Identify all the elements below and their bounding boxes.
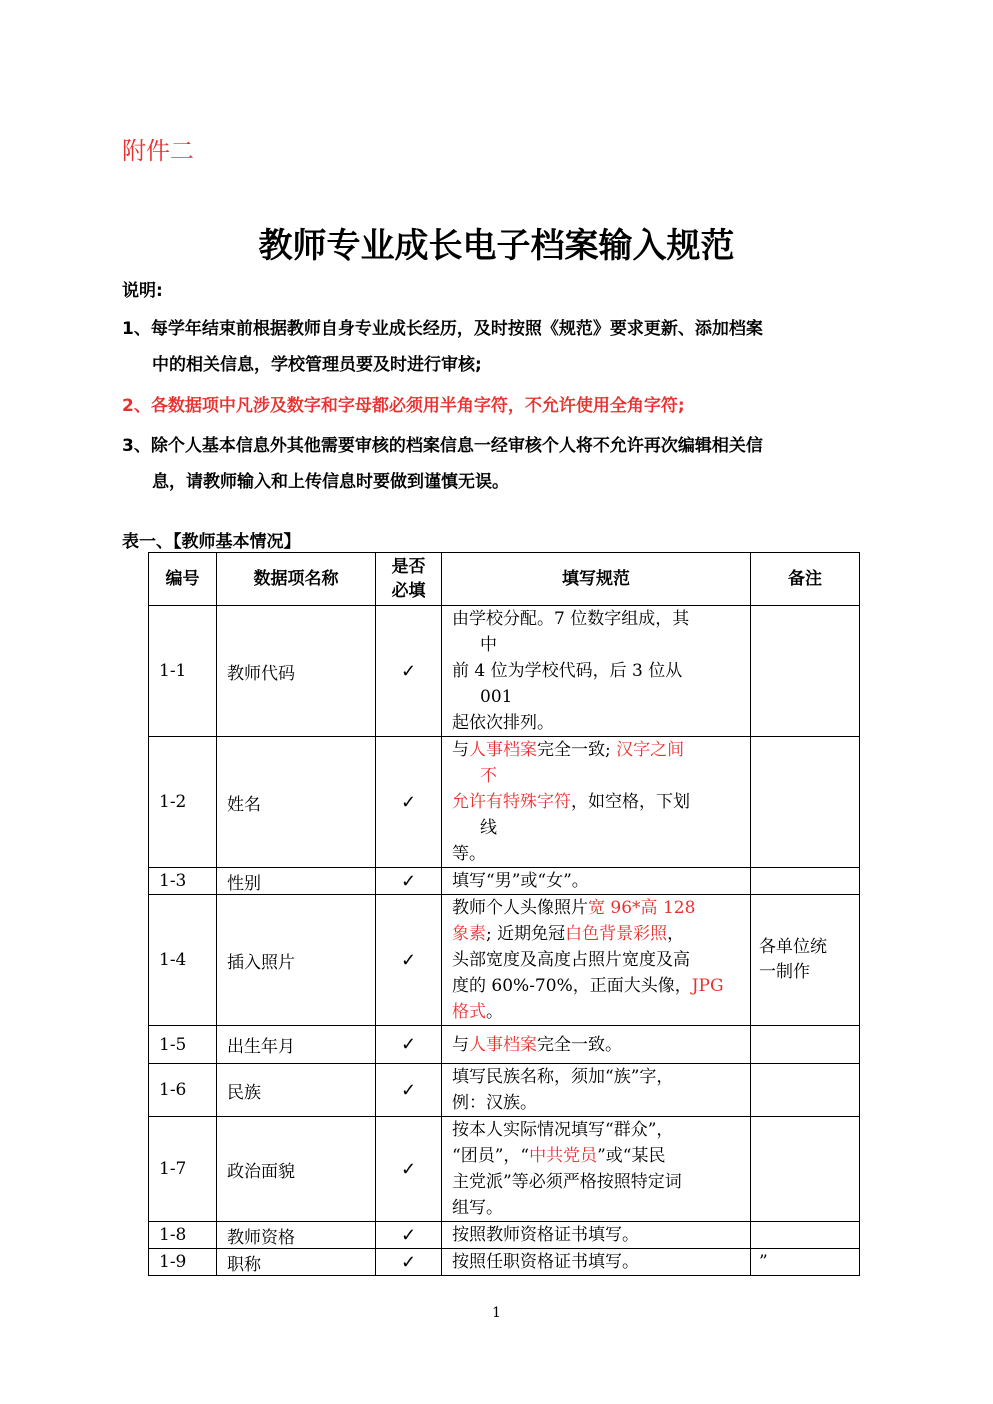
required-check-icon: ✓ — [376, 606, 442, 737]
required-check-icon: ✓ — [376, 895, 442, 1026]
note-item-1-line-2: 中的相关信息，学校管理员要及时进行审核; — [152, 355, 482, 375]
row-name: 教师代码 — [217, 606, 376, 737]
table-row — [149, 1064, 860, 1117]
row-spec: 填写民族名称，须加“族”字， 例：汉族。 — [442, 1064, 751, 1117]
required-check-icon: ✓ — [376, 737, 442, 868]
required-check-icon: ✓ — [376, 1249, 442, 1276]
row-code: 1-6 — [149, 1064, 217, 1117]
row-remark — [751, 1117, 860, 1222]
table-row — [149, 1117, 860, 1222]
row-code: 1-9 — [149, 1249, 217, 1276]
row-name: 教师资格 — [217, 1222, 376, 1249]
row-name: 政治面貌 — [217, 1117, 376, 1222]
note-item-3-line-2: 息，请教师输入和上传信息时要做到谨慎无误。 — [152, 472, 509, 492]
row-spec: 与人事档案完全一致。 — [442, 1026, 751, 1064]
note-item-3-line-1: 3、除个人基本信息外其他需要审核的档案信息一经审核个人将不允许再次编辑相关信 — [122, 436, 763, 456]
table-row — [149, 1222, 860, 1249]
table-row — [149, 868, 860, 895]
row-name: 姓名 — [217, 737, 376, 868]
header-name: 数据项名称 — [217, 553, 376, 606]
note-item-2: 2、各数据项中凡涉及数字和字母都必须用半角字符，不允许使用全角字符; — [122, 396, 685, 416]
row-remark — [751, 737, 860, 868]
required-check-icon: ✓ — [376, 1222, 442, 1249]
required-check-icon: ✓ — [376, 868, 442, 895]
row-remark: 各单位统 一制作 — [751, 895, 860, 1026]
header-spec: 填写规范 — [442, 553, 751, 606]
notes-heading: 说明: — [122, 281, 163, 301]
table-header-row — [149, 553, 860, 606]
row-remark — [751, 868, 860, 895]
row-spec: 教师个人头像照片宽 96*高 128 象素; 近期免冠白色背景彩照， 头部宽度及高度占照片宽度及高 度的 60%-70%，正面大头像，JPG 格式。 — [442, 895, 751, 1026]
row-name: 职称 — [217, 1249, 376, 1276]
row-code: 1-2 — [149, 737, 217, 868]
row-remark — [751, 606, 860, 737]
row-spec: 按照任职资格证书填写。 — [442, 1249, 751, 1276]
row-remark — [751, 1026, 860, 1064]
row-spec: 按本人实际情况填写“群众”， “团员”，“中共党员”或“某民 主党派”等必须严格按照特定词 组写。 — [442, 1117, 751, 1222]
row-code: 1-4 — [149, 895, 217, 1026]
table-row — [149, 1026, 860, 1064]
note-item-1-line-1: 1、每学年结束前根据教师自身专业成长经历，及时按照《规范》要求更新、添加档案 — [122, 319, 763, 339]
row-spec: 填写“男”或“女”。 — [442, 868, 751, 895]
row-code: 1-3 — [149, 868, 217, 895]
table-row — [149, 606, 860, 737]
row-name: 插入照片 — [217, 895, 376, 1026]
row-name: 民族 — [217, 1064, 376, 1117]
row-spec: 按照教师资格证书填写。 — [442, 1222, 751, 1249]
required-check-icon: ✓ — [376, 1117, 442, 1222]
row-spec: 与人事档案完全一致; 汉字之间 不 允许有特殊字符，如空格，下划 线 等。 — [442, 737, 751, 868]
row-name: 性别 — [217, 868, 376, 895]
header-remark: 备注 — [751, 553, 860, 606]
row-code: 1-7 — [149, 1117, 217, 1222]
attachment-label: 附件二 — [122, 137, 194, 165]
row-code: 1-5 — [149, 1026, 217, 1064]
table-row — [149, 1249, 860, 1276]
row-remark — [751, 1064, 860, 1117]
table-caption: 表一、【教师基本情况】 — [122, 532, 301, 552]
row-name: 出生年月 — [217, 1026, 376, 1064]
teacher-basic-info-table — [148, 552, 860, 1276]
row-code: 1-8 — [149, 1222, 217, 1249]
row-spec: 由学校分配。7 位数字组成，其 中 前 4 位为学校代码，后 3 位从 001 起依次排列。 — [442, 606, 751, 737]
table-row — [149, 737, 860, 868]
page-title: 教师专业成长电子档案输入规范 — [258, 226, 735, 266]
header-required: 是否 必填 — [376, 553, 442, 606]
row-remark — [751, 1222, 860, 1249]
header-code: 编号 — [149, 553, 217, 606]
row-code: 1-1 — [149, 606, 217, 737]
page-number: 1 — [492, 1305, 501, 1321]
row-remark: ” — [751, 1249, 860, 1276]
required-check-icon: ✓ — [376, 1064, 442, 1117]
required-check-icon: ✓ — [376, 1026, 442, 1064]
table-row — [149, 895, 860, 1026]
